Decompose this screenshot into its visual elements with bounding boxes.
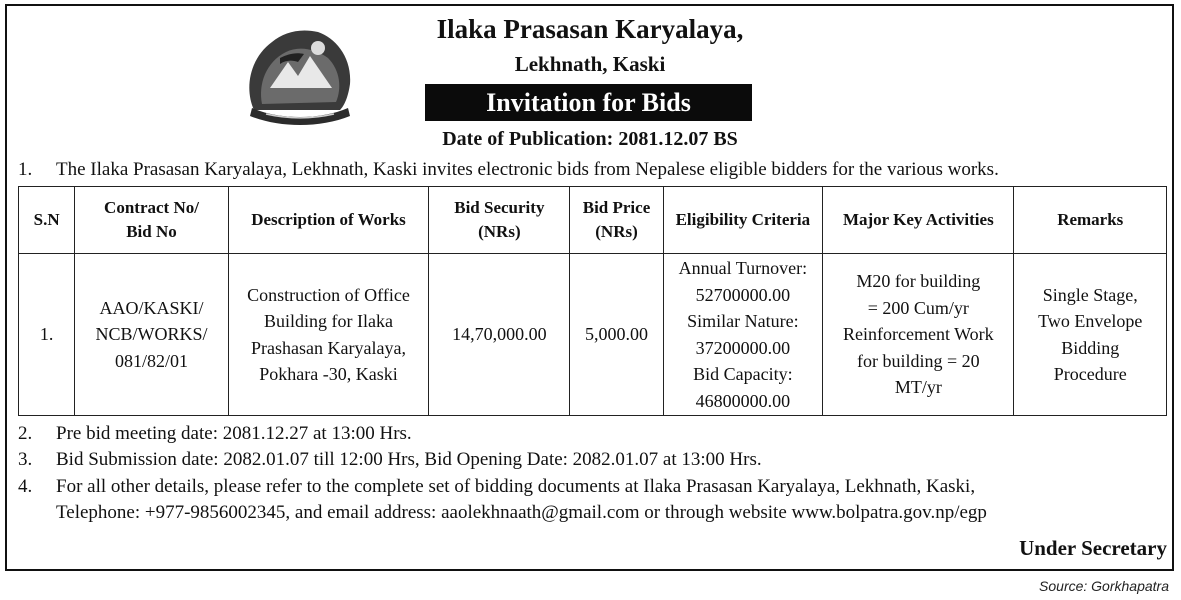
header-description: Description of Works [228,187,429,254]
paragraph-1 [18,157,1166,183]
cell-eligibility: Annual Turnover: 52700000.00 Similar Nature: 37200000.00 Bid Capacity: 46800000.00 [663,254,823,416]
header-eligibility: Eligibility Criteria [663,187,823,254]
source-credit: Source: Gorkhapatra [1039,578,1169,594]
cell-activities: M20 for building = 200 Cum/yr Reinforcement Work for building = 20 MT/yr [823,254,1014,416]
cell-sn: 1. [19,254,75,416]
header-bid-price: Bid Price (NRs) [570,187,663,254]
paragraph-2-number: 2. [18,423,33,444]
paragraph-4 [18,474,1166,526]
paragraph-3-text: Bid Submission date: 2082.01.07 till 12:00 Hrs, Bid Opening Date: 2082.01.07 at 13:00 Hrs. [56,449,762,470]
office-location: Lekhnath, Kaski [514,52,666,76]
notice-title: Invitation for Bids [425,84,752,121]
cell-contract-no: AAO/KASKI/ NCB/WORKS/ 081/82/01 [75,254,228,416]
paragraph-1-text: The Ilaka Prasasan Karyalaya, Lekhnath, Kaski invites electronic bids from Nepalese eligible bidders for the various works. [56,159,999,180]
cell-bid-price: 5,000.00 [570,254,663,416]
paragraph-3-number: 3. [18,449,33,470]
header-sn: S.N [19,187,75,254]
header-contract-no: Contract No/ Bid No [75,187,228,254]
paragraph-4-line-2: Telephone: +977-9856002345, and email address: aaolekhnaath@gmail.com or through website www.bolpatra.gov.np/egp [56,502,987,523]
paragraph-3 [18,447,1166,473]
table-header-row [19,187,1167,254]
paragraph-2 [18,421,1166,447]
paragraph-1-number: 1. [18,159,33,180]
cell-description: Construction of Office Building for Ilaka Prashasan Karyalaya, Pokhara -30, Kaski [228,254,429,416]
header-activities: Major Key Activities [823,187,1014,254]
nepal-emblem-icon [240,18,360,126]
header-bid-security: Bid Security (NRs) [429,187,570,254]
paragraph-2-text: Pre bid meeting date: 2081.12.27 at 13:00 Hrs. [56,423,412,444]
signatory-title: Under Secretary [1019,536,1167,560]
bids-table [18,186,1167,416]
paragraph-4-number: 4. [18,476,33,497]
office-name: Ilaka Prasasan Karyalaya, [436,14,744,44]
cell-remarks: Single Stage, Two Envelope Bidding Procedure [1014,254,1167,416]
publication-date: Date of Publication: 2081.12.07 BS [442,128,738,150]
paragraph-4-line-1: For all other details, please refer to the complete set of bidding documents at Ilaka Prasasan Karyalaya, Lekhnath, Kaski, [56,476,976,497]
table-row [19,254,1167,416]
cell-bid-security: 14,70,000.00 [429,254,570,416]
header-remarks: Remarks [1014,187,1167,254]
